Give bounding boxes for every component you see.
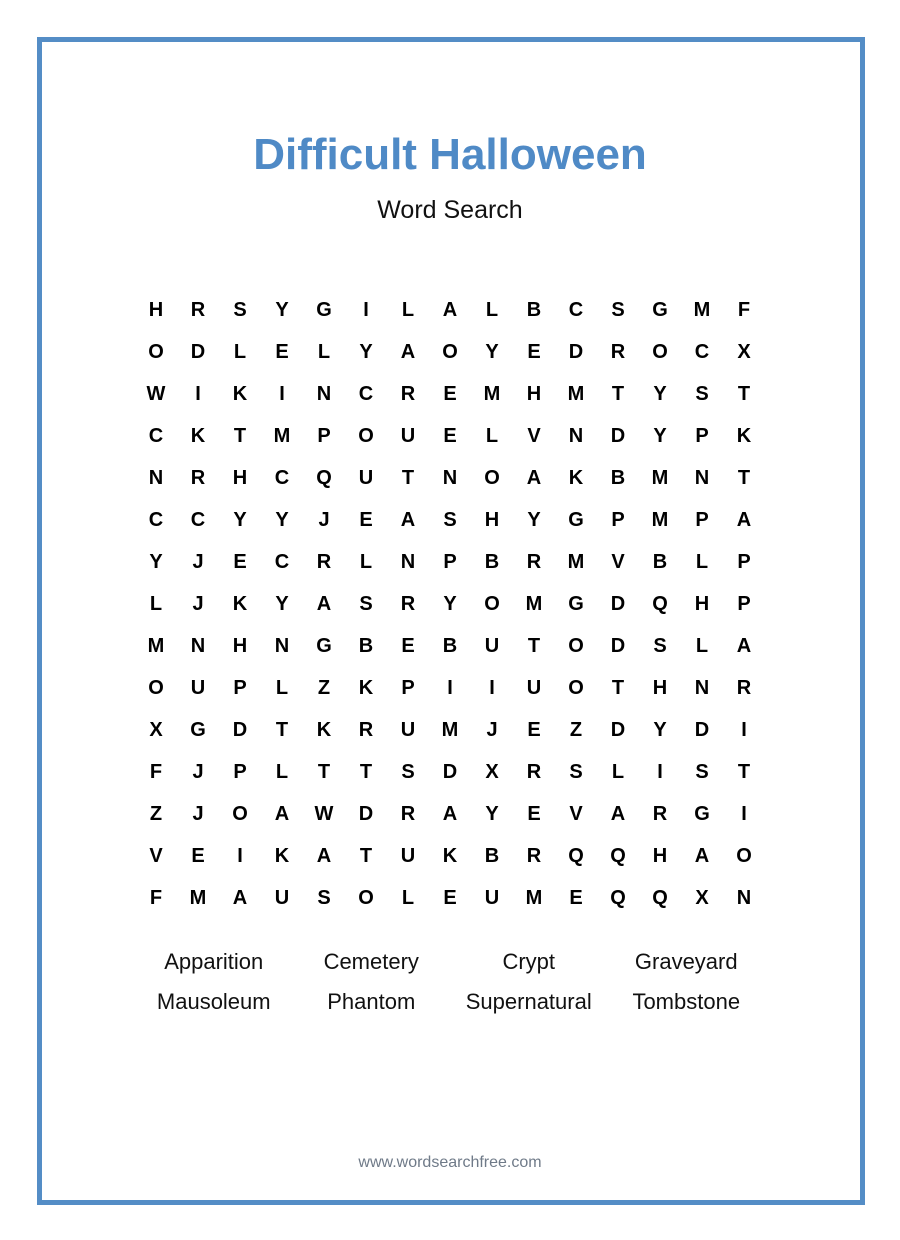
grid-letter: E: [527, 802, 541, 825]
grid-letter: D: [694, 718, 710, 741]
grid-letter: K: [736, 424, 752, 447]
grid-letter: Y: [275, 508, 289, 531]
grid-letter: I: [657, 760, 663, 783]
grid-letter: O: [736, 844, 752, 867]
grid-letter: V: [149, 844, 163, 867]
grid-letter: S: [695, 382, 709, 405]
grid-letter: S: [233, 298, 247, 321]
grid-letter: R: [316, 550, 332, 573]
grid-letter: P: [737, 592, 751, 615]
grid-letter: U: [484, 886, 500, 909]
grid-letter: S: [401, 760, 415, 783]
grid-letter: S: [317, 886, 331, 909]
grid-letter: B: [610, 466, 626, 489]
grid-letter: P: [737, 550, 751, 573]
grid-letter: O: [442, 340, 458, 363]
grid-letter: N: [694, 466, 710, 489]
grid-letter: I: [237, 844, 243, 867]
grid-letter: G: [568, 508, 584, 531]
grid-letter: K: [190, 424, 206, 447]
grid-letter: M: [483, 382, 501, 405]
grid-letter: R: [190, 298, 206, 321]
grid-letter: J: [486, 718, 498, 741]
grid-letter: I: [195, 382, 201, 405]
grid-letter: S: [569, 760, 583, 783]
grid-letter: A: [400, 508, 416, 531]
word-list-item: Tombstone: [632, 989, 741, 1014]
grid-letter: U: [526, 676, 542, 699]
grid-letter: T: [317, 760, 331, 783]
grid-letter: M: [189, 886, 207, 909]
grid-letter: U: [400, 844, 416, 867]
grid-letter: U: [400, 424, 416, 447]
grid-letter: S: [443, 508, 457, 531]
footer-url[interactable]: www.wordsearchfree.com: [358, 1154, 542, 1171]
grid-letter: O: [232, 802, 248, 825]
grid-letter: Q: [652, 886, 668, 909]
grid-letter: Y: [275, 592, 289, 615]
grid-letter: Y: [359, 340, 373, 363]
grid-letter: Y: [443, 592, 457, 615]
grid-letter: A: [316, 592, 332, 615]
grid-letter: O: [148, 340, 164, 363]
grid-letter: U: [190, 676, 206, 699]
grid-letter: L: [275, 676, 289, 699]
grid-letter: I: [741, 718, 747, 741]
grid-letter: H: [652, 844, 668, 867]
grid-letter: X: [695, 886, 709, 909]
page-subtitle: Word Search: [377, 196, 523, 224]
grid-letter: A: [274, 802, 290, 825]
grid-letter: L: [233, 340, 247, 363]
grid-letter: T: [401, 466, 415, 489]
grid-letter: C: [358, 382, 374, 405]
grid-letter: O: [484, 466, 500, 489]
grid-letter: T: [527, 634, 541, 657]
grid-letter: G: [694, 802, 710, 825]
grid-letter: L: [359, 550, 373, 573]
grid-letter: T: [359, 760, 373, 783]
grid-letter: D: [610, 592, 626, 615]
grid-letter: Y: [527, 508, 541, 531]
grid-letter: A: [442, 298, 458, 321]
grid-letter: X: [149, 718, 163, 741]
grid-letter: Y: [149, 550, 163, 573]
grid-letter: I: [279, 382, 285, 405]
grid-letter: E: [359, 508, 373, 531]
grid-letter: U: [358, 466, 374, 489]
grid-letter: O: [484, 592, 500, 615]
grid-letter: M: [567, 550, 585, 573]
grid-letter: K: [274, 844, 290, 867]
page-title: Difficult Halloween: [253, 130, 647, 179]
grid-letter: Z: [149, 802, 163, 825]
grid-letter: X: [485, 760, 499, 783]
grid-letter: R: [736, 676, 752, 699]
grid-letter: Y: [233, 508, 247, 531]
grid-letter: S: [359, 592, 373, 615]
grid-letter: H: [484, 508, 500, 531]
grid-letter: Q: [568, 844, 584, 867]
grid-letter: S: [653, 634, 667, 657]
grid-letter: L: [485, 424, 499, 447]
grid-letter: I: [741, 802, 747, 825]
grid-letter: L: [317, 340, 331, 363]
grid-letter: O: [568, 676, 584, 699]
grid-letter: U: [274, 886, 290, 909]
grid-letter: B: [484, 844, 500, 867]
grid-letter: H: [694, 592, 710, 615]
grid-letter: C: [274, 550, 290, 573]
word-list: [135, 942, 765, 1022]
grid-letter: P: [401, 676, 415, 699]
grid-letter: C: [190, 508, 206, 531]
grid-letter: F: [149, 886, 163, 909]
grid-letter: J: [318, 508, 330, 531]
grid-letter: B: [526, 298, 542, 321]
grid-letter: L: [275, 760, 289, 783]
word-list-item: Cemetery: [323, 949, 419, 974]
grid-letter: I: [489, 676, 495, 699]
grid-letter: H: [652, 676, 668, 699]
grid-letter: S: [695, 760, 709, 783]
grid-letter: P: [695, 424, 709, 447]
grid-letter: D: [568, 340, 584, 363]
grid-letter: B: [484, 550, 500, 573]
grid-letter: M: [525, 592, 543, 615]
grid-letter: M: [525, 886, 543, 909]
grid-letter: D: [442, 760, 458, 783]
grid-letter: D: [190, 340, 206, 363]
grid-letter: A: [232, 886, 248, 909]
grid-letter: J: [192, 592, 204, 615]
grid-letter: Y: [485, 340, 499, 363]
grid-letter: A: [694, 844, 710, 867]
grid-letter: H: [232, 466, 248, 489]
grid-letter: E: [443, 382, 457, 405]
grid-letter: P: [317, 424, 331, 447]
grid-letter: I: [363, 298, 369, 321]
grid-letter: M: [651, 466, 669, 489]
grid-letter: H: [526, 382, 542, 405]
grid-letter: H: [148, 298, 164, 321]
grid-letter: O: [148, 676, 164, 699]
grid-letter: E: [233, 550, 247, 573]
grid-letter: O: [358, 886, 374, 909]
grid-letter: W: [314, 802, 334, 825]
grid-letter: P: [233, 676, 247, 699]
grid-letter: C: [694, 340, 710, 363]
grid-letter: T: [611, 676, 625, 699]
grid-letter: T: [275, 718, 289, 741]
grid-letter: A: [316, 844, 332, 867]
word-list-item: Crypt: [502, 949, 556, 974]
grid-letter: M: [441, 718, 459, 741]
grid-letter: R: [400, 592, 416, 615]
grid-letter: T: [233, 424, 247, 447]
grid-letter: E: [443, 424, 457, 447]
grid-letter: B: [652, 550, 668, 573]
grid-letter: Y: [275, 298, 289, 321]
grid-letter: V: [611, 550, 625, 573]
grid-letter: R: [358, 718, 374, 741]
grid-letter: K: [316, 718, 332, 741]
grid-letter: K: [232, 592, 248, 615]
grid-letter: E: [527, 718, 541, 741]
grid-letter: W: [146, 382, 166, 405]
grid-letter: D: [232, 718, 248, 741]
grid-letter: T: [737, 382, 751, 405]
grid-letter: G: [316, 298, 332, 321]
grid-letter: T: [737, 760, 751, 783]
grid-letter: F: [149, 760, 163, 783]
grid-letter: G: [190, 718, 206, 741]
grid-letter: I: [447, 676, 453, 699]
grid-letter: V: [527, 424, 541, 447]
grid-letter: N: [400, 550, 416, 573]
grid-letter: R: [610, 340, 626, 363]
grid-letter: X: [737, 340, 751, 363]
grid-letter: U: [484, 634, 500, 657]
grid-letter: Z: [317, 676, 331, 699]
grid-letter: D: [610, 424, 626, 447]
grid-letter: B: [442, 634, 458, 657]
grid-letter: R: [526, 760, 542, 783]
grid-letter: L: [149, 592, 163, 615]
grid-letter: E: [569, 886, 583, 909]
grid-letter: A: [610, 802, 626, 825]
grid-letter: Y: [653, 382, 667, 405]
grid-letter: J: [192, 550, 204, 573]
grid-letter: J: [192, 760, 204, 783]
grid-letter: T: [611, 382, 625, 405]
grid-letter: R: [400, 802, 416, 825]
grid-letter: P: [233, 760, 247, 783]
grid-letter: L: [695, 634, 709, 657]
grid-letter: Q: [610, 844, 626, 867]
grid-letter: O: [358, 424, 374, 447]
grid-letter: A: [736, 634, 752, 657]
grid-letter: N: [274, 634, 290, 657]
grid-letter: Y: [653, 424, 667, 447]
grid-letter: D: [610, 718, 626, 741]
grid-letter: Y: [653, 718, 667, 741]
grid-letter: A: [442, 802, 458, 825]
grid-letter: A: [526, 466, 542, 489]
grid-letter: D: [358, 802, 374, 825]
grid-letter: D: [610, 634, 626, 657]
grid-letter: K: [442, 844, 458, 867]
grid-letter: P: [695, 508, 709, 531]
grid-letter: N: [736, 886, 752, 909]
grid-letter: N: [694, 676, 710, 699]
word-list-item: Apparition: [164, 949, 264, 974]
grid-letter: G: [568, 592, 584, 615]
grid-letter: S: [611, 298, 625, 321]
grid-letter: Q: [610, 886, 626, 909]
grid-letter: O: [568, 634, 584, 657]
grid-letter: M: [567, 382, 585, 405]
grid-letter: E: [527, 340, 541, 363]
grid-letter: E: [275, 340, 289, 363]
letter-grid: [135, 289, 765, 919]
grid-letter: N: [442, 466, 458, 489]
grid-letter: N: [148, 466, 164, 489]
grid-letter: L: [611, 760, 625, 783]
grid-letter: P: [443, 550, 457, 573]
grid-letter: L: [695, 550, 709, 573]
grid-letter: C: [568, 298, 584, 321]
grid-letter: L: [401, 886, 415, 909]
grid-letter: R: [526, 550, 542, 573]
grid-letter: H: [232, 634, 248, 657]
grid-letter: P: [611, 508, 625, 531]
grid-letter: N: [190, 634, 206, 657]
grid-letter: C: [274, 466, 290, 489]
grid-letter: M: [651, 508, 669, 531]
word-list-item: Mausoleum: [156, 989, 271, 1014]
grid-letter: K: [358, 676, 374, 699]
grid-letter: R: [652, 802, 668, 825]
word-list-item: Supernatural: [465, 989, 592, 1014]
grid-letter: L: [401, 298, 415, 321]
grid-letter: E: [191, 844, 205, 867]
grid-letter: Q: [316, 466, 332, 489]
grid-letter: G: [316, 634, 332, 657]
grid-letter: R: [190, 466, 206, 489]
grid-letter: E: [401, 634, 415, 657]
grid-letter: J: [192, 802, 204, 825]
grid-letter: U: [400, 718, 416, 741]
grid-letter: T: [359, 844, 373, 867]
grid-letter: Y: [485, 802, 499, 825]
grid-letter: N: [316, 382, 332, 405]
grid-letter: Q: [652, 592, 668, 615]
grid-letter: G: [652, 298, 668, 321]
grid-letter: M: [273, 424, 291, 447]
grid-letter: E: [443, 886, 457, 909]
grid-letter: A: [736, 508, 752, 531]
grid-letter: N: [568, 424, 584, 447]
grid-letter: K: [232, 382, 248, 405]
grid-letter: C: [148, 424, 164, 447]
grid-letter: O: [652, 340, 668, 363]
grid-letter: M: [147, 634, 165, 657]
word-list-item: Phantom: [327, 989, 416, 1014]
grid-letter: R: [400, 382, 416, 405]
grid-letter: Z: [569, 718, 583, 741]
grid-letter: K: [568, 466, 584, 489]
grid-letter: B: [358, 634, 374, 657]
grid-letter: R: [526, 844, 542, 867]
grid-letter: V: [569, 802, 583, 825]
grid-letter: A: [400, 340, 416, 363]
word-list-item: Graveyard: [634, 949, 738, 974]
grid-letter: T: [737, 466, 751, 489]
grid-letter: F: [737, 298, 751, 321]
grid-letter: L: [485, 298, 499, 321]
grid-letter: M: [693, 298, 711, 321]
grid-letter: C: [148, 508, 164, 531]
